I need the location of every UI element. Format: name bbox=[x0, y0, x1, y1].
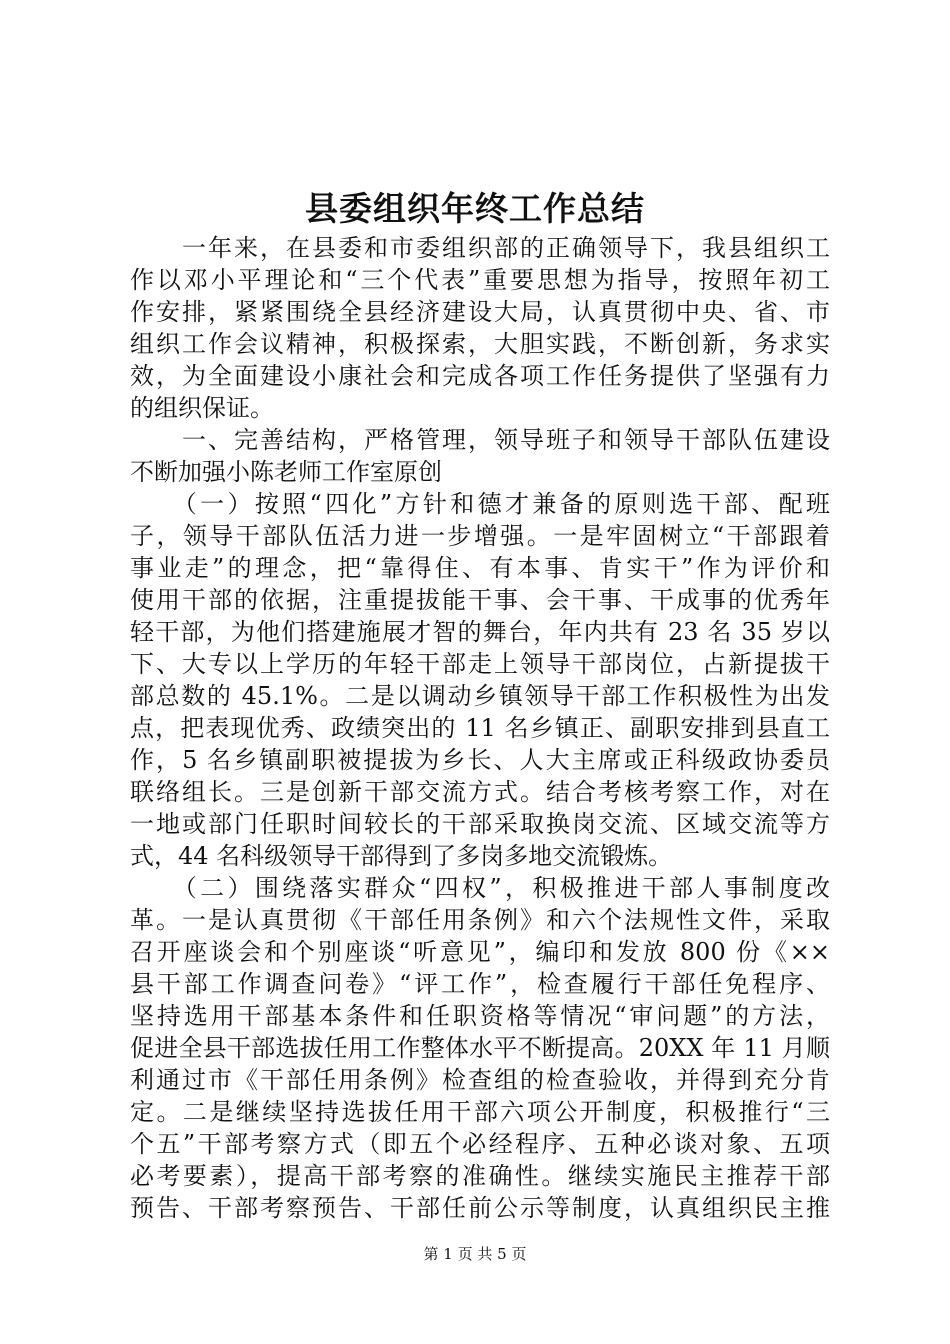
text-line: 作，5 名乡镇副职被提拔为乡长、人大主席或正科级政协委员 bbox=[130, 746, 830, 774]
text-line: 使用干部的依据，注重提拔能干事、会干事、干成事的优秀年 bbox=[130, 586, 830, 614]
text-line: 不断加强小陈老师工作室原创 bbox=[130, 458, 442, 486]
text-line: 坚持选用干部基本条件和任职资格等情况“审问题”的方法， bbox=[130, 1002, 830, 1030]
text-line: 利通过市《干部任用条例》检查组的检查验收，并得到充分肯 bbox=[130, 1066, 830, 1094]
text-line: 革。一是认真贯彻《干部任用条例》和六个法规性文件，采取 bbox=[130, 906, 830, 934]
text-line: 召开座谈会和个别座谈“听意见”，编印和发放 800 份《×× bbox=[130, 938, 830, 966]
text-line: 轻干部，为他们搭建施展才智的舞台，年内共有 23 名 35 岁以 bbox=[130, 618, 830, 646]
text-line: 的组织保证。 bbox=[130, 394, 274, 422]
text-line: 一年来，在县委和市委组织部的正确领导下，我县组织工 bbox=[130, 234, 830, 262]
text-line: （二）围绕落实群众“四权”，积极推进干部人事制度改 bbox=[130, 874, 830, 902]
text-line: 事业走”的理念，把“靠得住、有本事、肯实干”作为评价和 bbox=[130, 554, 830, 582]
document-body bbox=[130, 232, 830, 1224]
text-line: 促进全县干部选拔任用工作整体水平不断提高。20XX 年 11 月顺 bbox=[130, 1034, 830, 1062]
text-line: 作安排，紧紧围绕全县经济建设大局，认真贯彻中央、省、市 bbox=[130, 298, 830, 326]
text-line: 部总数的 45.1%。二是以调动乡镇领导干部工作积极性为出发 bbox=[130, 682, 830, 710]
text-line: 作以邓小平理论和“三个代表”重要思想为指导，按照年初工 bbox=[130, 266, 830, 294]
text-line: 子，领导干部队伍活力进一步增强。一是牢固树立“干部跟着 bbox=[130, 522, 830, 550]
text-line: 一、完善结构，严格管理，领导班子和领导干部队伍建设 bbox=[130, 426, 830, 454]
text-line: 一地或部门任职时间较长的干部采取换岗交流、区域交流等方 bbox=[130, 810, 830, 838]
text-line: 效，为全面建设小康社会和完成各项工作任务提供了坚强有力 bbox=[130, 362, 830, 390]
text-line: 下、大专以上学历的年轻干部走上领导干部岗位，占新提拔干 bbox=[130, 650, 830, 678]
document-title: 县委组织年终工作总结 bbox=[305, 189, 645, 228]
text-line: 预告、干部考察预告、干部任前公示等制度，认真组织民主推 bbox=[130, 1194, 830, 1222]
text-line: 必考要素），提高干部考察的准确性。继续实施民主推荐干部 bbox=[130, 1162, 830, 1190]
text-line: 组织工作会议精神，积极探索，大胆实践，不断创新，务求实 bbox=[130, 330, 830, 358]
page-footer: 第 1 页 共 5 页 bbox=[423, 1245, 527, 1263]
text-line: 式，44 名科级领导干部得到了多岗多地交流锻炼。 bbox=[130, 842, 673, 870]
text-line: 县干部工作调查问卷》“评工作”，检查履行干部任免程序、 bbox=[130, 970, 830, 998]
text-line: 定。二是继续坚持选拔任用干部六项公开制度，积极推行“三 bbox=[130, 1098, 830, 1126]
text-line: （一）按照“四化”方针和德才兼备的原则选干部、配班 bbox=[130, 490, 830, 518]
text-line: 点，把表现优秀、政绩突出的 11 名乡镇正、副职安排到县直工 bbox=[130, 714, 830, 742]
text-line: 联络组长。三是创新干部交流方式。结合考核考察工作，对在 bbox=[130, 778, 830, 806]
text-line: 个五”干部考察方式（即五个必经程序、五种必谈对象、五项 bbox=[130, 1130, 830, 1158]
